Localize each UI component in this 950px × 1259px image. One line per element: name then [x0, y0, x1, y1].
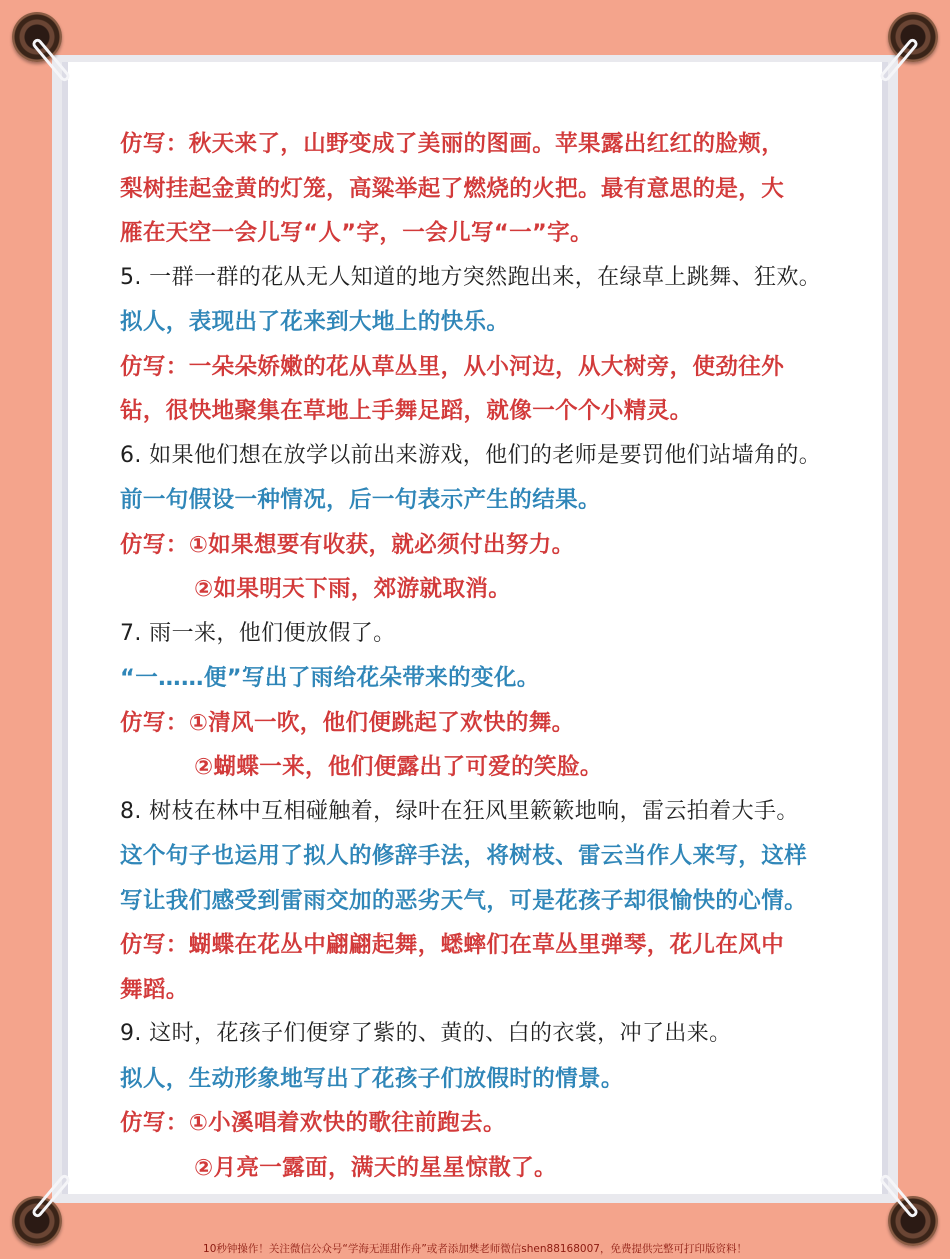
imitation-line: ②蝴蝶一来，他们便露出了可爱的笑脸。 [194, 754, 603, 780]
imitation-line: 仿写：一朵朵娇嫩的花从草丛里，从小河边，从大树旁，使劲往外 [120, 353, 785, 380]
analysis-line: 前一句假设一种情况，后一句表示产生的结果。 [120, 487, 601, 513]
imitation-line: 雁在天空一会儿写“人”字，一会儿写“一”字。 [120, 220, 593, 246]
grommet-bottom-right [888, 1196, 938, 1246]
imitation-line: 仿写：①如果想要有收获，就必须付出努力。 [120, 531, 575, 558]
imitation-line: 仿写：①清风一吹，他们便跳起了欢快的舞。 [120, 709, 575, 736]
sentence-5: 5. 一群一群的花从无人知道的地方突然跑出来，在绿草上跳舞、狂欢。 [120, 264, 822, 290]
imitation-line: 钻，很快地聚集在草地上手舞足蹈，就像一个个小精灵。 [120, 398, 693, 424]
imitation-line: ②如果明天下雨，郊游就取消。 [194, 576, 512, 602]
imitation-line: 舞蹈。 [120, 976, 189, 1003]
analysis-line: 拟人，生动形象地写出了花孩子们放假时的情景。 [120, 1065, 624, 1092]
analysis-line: “一……便”写出了雨给花朵带来的变化。 [120, 665, 540, 691]
sentence-9: 9. 这时，花孩子们便穿了紫的、黄的、白的衣裳，冲了出来。 [120, 1021, 732, 1046]
footer-notice: 10秒钟操作！关注微信公众号“学海无涯甜作舟”或者添加樊老师微信shen88168007，免费提供完整可打印版资料！ [203, 1243, 747, 1255]
analysis-line: 拟人，表现出了花来到大地上的快乐。 [120, 309, 510, 335]
sentence-6: 6. 如果他们想在放学以前出来游戏，他们的老师是要罚他们站墙角的。 [120, 442, 822, 468]
grommet-top-left [12, 12, 62, 62]
imitation-line: 梨树挂起金黄的灯笼，高粱举起了燃烧的火把。最有意思的是，大 [120, 175, 785, 202]
imitation-line: 仿写：秋天来了，山野变成了美丽的图画。苹果露出红红的脸颊， [120, 131, 785, 157]
imitation-line: ②月亮一露面，满天的星星惊散了。 [194, 1154, 557, 1181]
imitation-line: 仿写：①小溪唱着欢快的歌往前跑去。 [120, 1110, 506, 1136]
imitation-line: 仿写：蝴蝶在花丛中翩翩起舞，蟋蟀们在草丛里弹琴，花儿在风中 [120, 932, 785, 958]
analysis-line: 写让我们感受到雷雨交加的恶劣天气，可是花孩子却很愉快的心情。 [120, 887, 808, 914]
analysis-line: 这个句子也运用了拟人的修辞手法，将树枝、雷云当作人来写，这样 [120, 843, 808, 869]
sentence-8: 8. 树枝在林中互相碰触着，绿叶在狂风里簌簌地响，雷云拍着大手。 [120, 798, 799, 824]
worksheet-content [120, 122, 850, 1190]
sentence-7: 7. 雨一来，他们便放假了。 [120, 620, 396, 646]
